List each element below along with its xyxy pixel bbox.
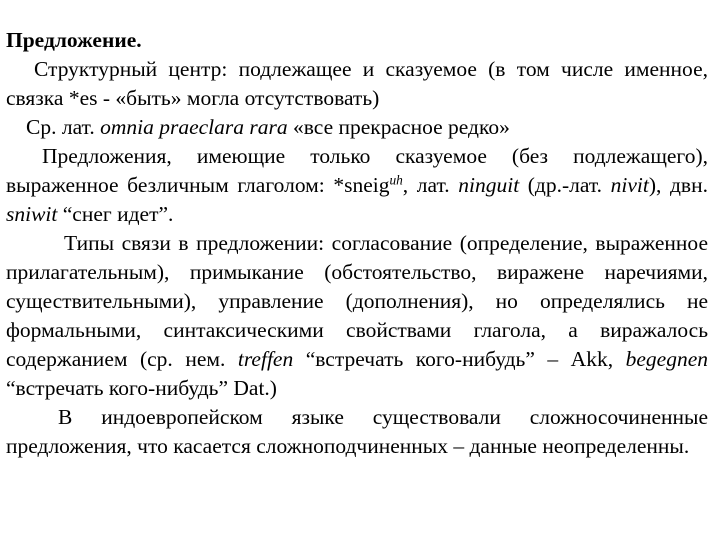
old-latin-nivit: nivit xyxy=(610,173,649,197)
impersonal-text-1: Предложения, имеющие только сказуемое (без подлежащего), выраженное безличным глаголом: *sneig xyxy=(6,144,708,197)
latin-example-translation: «все прекрасное редко» xyxy=(287,115,510,139)
latin-ninguit: ninguit xyxy=(458,173,520,197)
german-treffen: treffen xyxy=(237,347,294,371)
impersonal-text-3: (др.-лат. xyxy=(519,173,611,197)
paragraph-structural-center: Структурный центр: подлежащее и сказуемое (в том числе именное, связка *es - «быть» могла отсутствовать) xyxy=(6,57,708,110)
connection-text-1: Типы связи в предложении: согласование (определение, выраженное прилагательным), примыкание (обстоятельство, виражене наречиями, существительными), управление (дополнения), но определялись не формальными, синтаксическими свойствами глагола, а виражалось содержанием (ср. нем. xyxy=(6,231,708,371)
latin-phrase: omnia praeclara rara xyxy=(100,115,288,139)
slide-content xyxy=(6,26,708,461)
section-heading: Предложение. xyxy=(6,28,142,52)
impersonal-text-5: “снег идет”. xyxy=(57,202,174,226)
connection-text-3: “встречать кого-нибудь” Dat.) xyxy=(6,376,277,400)
impersonal-text-2: , лат. xyxy=(402,173,459,197)
paragraph-connection-types xyxy=(6,229,708,403)
paragraph-impersonal-verbs xyxy=(6,142,708,229)
latin-example-prefix: Ср. лат. xyxy=(26,115,101,139)
paragraph-compound-sentences: В индоевропейском языке существовали сложносочиненные предложения, что касается сложноподчиненных – данные неопределенны. xyxy=(6,405,708,458)
connection-text-2: “встречать кого-нибудь” – Akk, xyxy=(293,347,626,371)
impersonal-text-4: ), двн. xyxy=(648,173,708,197)
pie-root-superscript: uh xyxy=(389,172,403,188)
paragraph-latin-example xyxy=(6,113,708,142)
german-begegnen: begegnen xyxy=(625,347,708,371)
ohg-sniwit: sniwit xyxy=(6,202,58,226)
